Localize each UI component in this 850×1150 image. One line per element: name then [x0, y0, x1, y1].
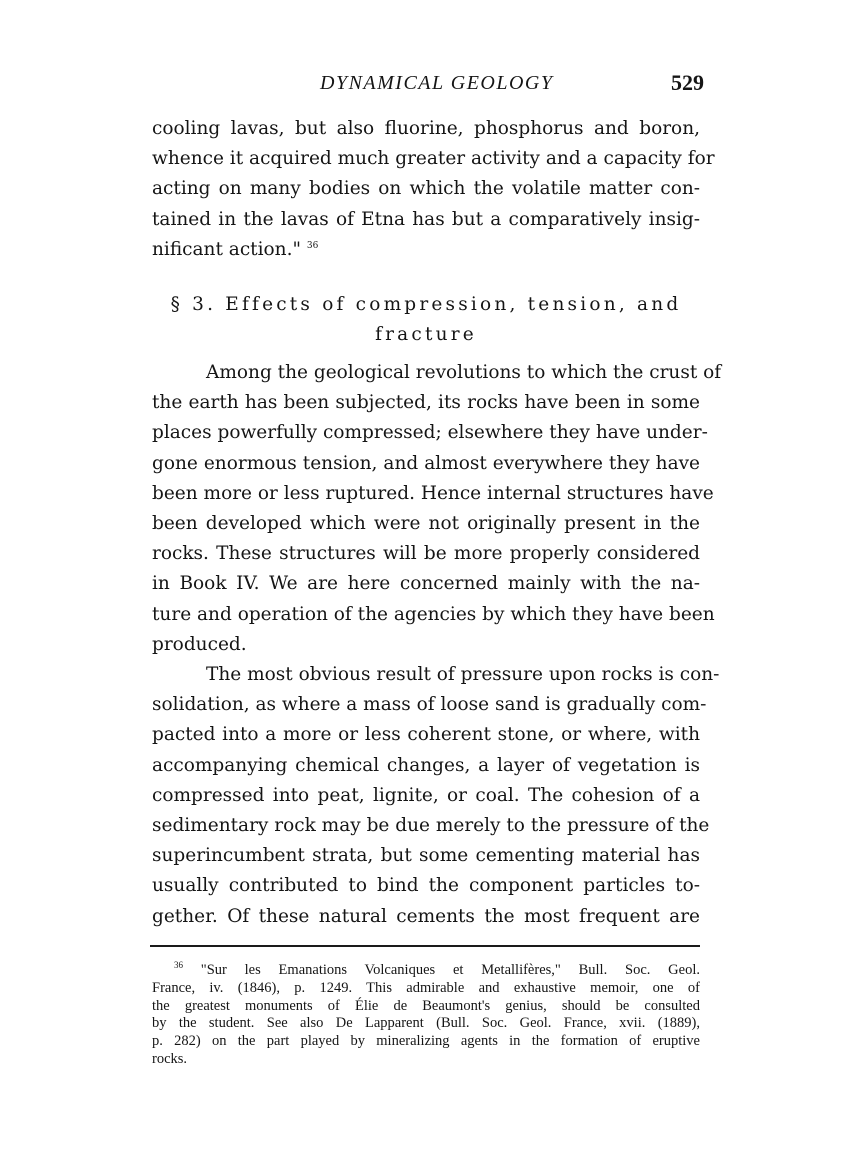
text-line: gone enormous tension, and almost everywhere they have: [152, 452, 700, 474]
running-head: [150, 70, 708, 100]
text-line: Among the geological revolutions to which the crust of: [206, 362, 722, 383]
text-line: superincumbent strata, but some cementing material has: [152, 845, 700, 867]
page-number: 529: [671, 70, 704, 95]
footnote-number: 36: [174, 960, 183, 971]
text-line: been developed which were not originally present in the: [152, 513, 700, 535]
text-line: usually contributed to bind the component particles to-: [152, 875, 700, 897]
running-title: DYNAMICAL GEOLOGY: [320, 72, 554, 94]
text-line: sedimentary rock may be due merely to the pressure of the: [152, 815, 710, 837]
footnote-line: rocks.: [152, 1050, 188, 1067]
text-line: the earth has been subjected, its rocks have been in some: [152, 392, 700, 414]
text-line: gether. Of these natural cements the most frequent are: [152, 905, 700, 927]
footnote-line: "Sur les Emanations Volcaniques et Metallifères," Bull. Soc. Geol.: [200, 962, 700, 978]
text-line: solidation, as where a mass of loose sand is gradually com-: [152, 694, 707, 716]
text-line: tained in the lavas of Etna has but a comparatively insig-: [152, 208, 700, 230]
paragraph: [152, 358, 722, 660]
paragraph: [152, 660, 720, 932]
footnote-line: France, iv. (1846), p. 1249. This admirable and exhaustive memoir, one of: [152, 979, 700, 996]
text-line: produced.: [152, 633, 247, 655]
text-line: The most obvious result of pressure upon rocks is con-: [206, 664, 720, 685]
footnote-line: by the student. See also De Lapparent (Bull. Soc. Geol. France, xvii. (1889),: [152, 1015, 700, 1032]
text-line: accompanying chemical changes, a layer of vegetation is: [152, 754, 700, 776]
text-line: nificant action.": [152, 238, 301, 260]
footnote-ref-marker: 36: [306, 240, 319, 251]
text-line: in Book IV. We are here concerned mainly with the na-: [152, 573, 700, 595]
text-line: whence it acquired much greater activity and a capacity for: [152, 148, 715, 170]
text-line-with-ref: [152, 235, 700, 265]
text-line: pacted into a more or less coherent stone, or where, with: [152, 724, 700, 746]
footnote-line: the greatest monuments of Élie de Beaumont's genius, should be consulted: [152, 997, 700, 1014]
footnote-line: p. 282) on the part played by mineralizing agents in the formation of eruptive: [152, 1033, 700, 1050]
footnote-line-with-ref: [152, 962, 700, 980]
text-line: compressed into peat, lignite, or coal. The cohesion of a: [152, 784, 700, 806]
section-heading: [152, 290, 700, 350]
footnote-divider: [150, 945, 700, 947]
section-heading-line: fracture: [375, 324, 477, 345]
section-heading-line: § 3. Effects of compression, tension, and: [170, 294, 682, 315]
text-line: cooling lavas, but also fluorine, phosphorus and boron,: [152, 118, 700, 139]
footnote: [152, 962, 700, 1069]
text-line: ture and operation of the agencies by which they have been: [152, 603, 715, 625]
text-line: been more or less ruptured. Hence internal structures have: [152, 482, 714, 504]
text-line: places powerfully compressed; elsewhere they have under-: [152, 422, 708, 444]
continued-paragraph: [152, 114, 715, 265]
text-line: acting on many bodies on which the volatile matter con-: [152, 178, 700, 200]
text-line: rocks. These structures will be more properly considered: [152, 543, 700, 565]
